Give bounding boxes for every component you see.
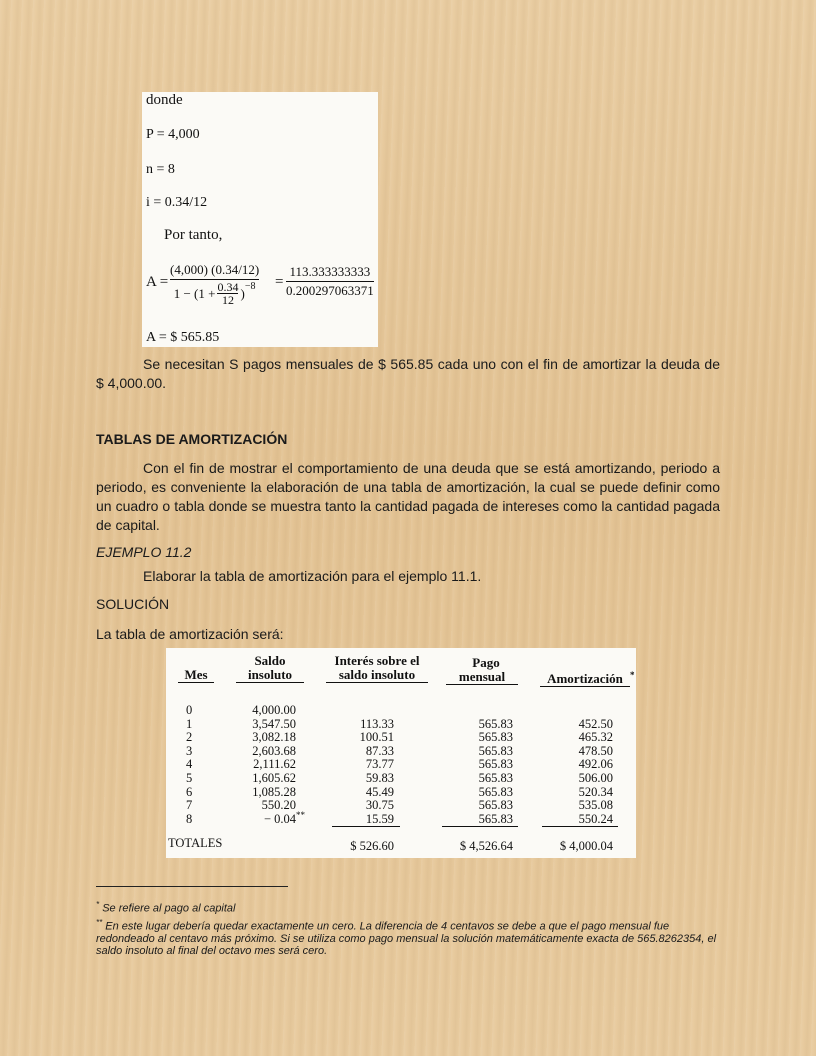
cell-interes: 15.59 [365, 811, 394, 826]
sum-line-pago [442, 826, 518, 827]
cell-pago: 565.83 [478, 798, 513, 813]
paragraph-payments: Se necesitan S pagos mensuales de $ 565.85 cada uno con el fin de amortizar la deuda de $ 4,000.00. [96, 356, 720, 391]
cell-amortizacion: 478.50 [578, 743, 613, 758]
footnote-1 [96, 899, 720, 915]
cell-mes: 8 [186, 811, 193, 826]
por-tanto-label: Por tanto, [164, 227, 223, 243]
cell-saldo: − 0.04 [263, 811, 296, 826]
cell-pago: 565.83 [478, 784, 513, 799]
example-text: Elaborar la tabla de amortización para el ejemplo 11.1. [143, 568, 482, 584]
cell-pago: 565.83 [478, 716, 513, 731]
p-value: P = 4,000 [146, 127, 200, 142]
total-amortizacion: $ 4,000.04 [559, 839, 613, 853]
result-line: A = $ 565.85 [146, 330, 220, 345]
fraction-1-denominator [174, 281, 256, 306]
cell-interes: 59.83 [365, 770, 394, 785]
total-interes: $ 526.60 [350, 839, 394, 853]
cell-interes [336, 704, 394, 718]
inner-denominator: 12 [221, 293, 234, 307]
header-pago-1: Pago [472, 655, 500, 670]
cell-pago [456, 704, 513, 718]
cell-saldo: 4,000.00 [252, 703, 296, 717]
cell-mes: 4 [186, 757, 193, 772]
inner-numerator: 0.34 [217, 280, 239, 294]
sum-line-amortizacion [542, 826, 618, 827]
footnote-2 [96, 917, 720, 957]
column-saldo [228, 704, 296, 826]
paragraph-amortization: Con el fin de mostrar el comportamiento de una deuda que se está amortizando, periodo a periodo, es conveniente la elaboración de una tabla de amortización, la cual se puede definir como un cuadro o tabla donde se muestra tanto la cantidad pagada de intereses como la cantidad pagada de capital. [96, 460, 720, 533]
header-amortizacion [540, 672, 630, 687]
cell-amortizacion: 492.06 [578, 757, 613, 772]
cell-mes: 6 [186, 784, 193, 799]
exponent: −8 [244, 281, 256, 292]
fraction-2-numerator: 113.333333333 [289, 264, 371, 279]
cell-saldo: 3,547.50 [252, 716, 296, 731]
cell-amortizacion [556, 704, 613, 718]
cell-amortizacion: 506.00 [578, 770, 613, 785]
cell-interes: 30.75 [365, 798, 394, 813]
total-pago: $ 4,526.64 [459, 839, 513, 853]
equals-sign: = [275, 274, 284, 290]
cell-mes: 1 [186, 716, 193, 731]
header-amortizacion-mark: * [630, 670, 635, 680]
cell-interes: 73.77 [365, 757, 394, 772]
header-pago-2: mensual [446, 670, 518, 685]
cell-saldo: 2,603.68 [252, 743, 296, 758]
cell-interes: 87.33 [365, 743, 394, 758]
cell-interes: 45.49 [365, 784, 394, 799]
example-label: EJEMPLO 11.2 [96, 544, 192, 560]
cell-mes: 3 [186, 743, 193, 758]
inner-fraction [217, 281, 238, 306]
column-pago [456, 704, 513, 826]
cell-saldo: 550.20 [261, 798, 296, 813]
saldo-mark: ** [296, 810, 305, 820]
footnote-rule [96, 886, 288, 887]
header-mes: Mes [178, 668, 214, 683]
formula-fraction-2 [286, 264, 374, 299]
a-lhs: A = [146, 274, 169, 290]
cell-mes: 5 [186, 770, 193, 785]
cell-mes: 0 [186, 703, 193, 717]
cell-pago: 565.83 [478, 730, 513, 745]
cell-amortizacion: 535.08 [578, 798, 613, 813]
cell-pago: 565.83 [478, 757, 513, 772]
den-part-b: ) [240, 285, 245, 301]
footnote-2-mark: ** [96, 918, 103, 927]
n-value: n = 8 [146, 162, 175, 177]
column-interes [336, 704, 394, 826]
cell-saldo: 1,085.28 [252, 784, 296, 799]
section-title: TABLAS DE AMORTIZACIÓN [96, 431, 288, 447]
cell-pago: 565.83 [478, 811, 513, 826]
cell-saldo: 1,605.62 [252, 770, 296, 785]
cell-interes: 113.33 [360, 716, 394, 731]
footnote-1-mark: * [96, 900, 100, 909]
fraction-1-numerator: (4,000) (0.34/12) [170, 262, 260, 277]
amortization-table [166, 648, 636, 858]
fraction-2-bar [286, 281, 374, 282]
cell-pago: 565.83 [478, 743, 513, 758]
cell-saldo: 2,111.62 [253, 757, 296, 772]
cell-interes: 100.51 [359, 730, 394, 745]
header-interes-1: Interés sobre el [334, 653, 420, 668]
cell-mes: 2 [186, 730, 193, 745]
cell-pago: 565.83 [478, 770, 513, 785]
header-amortizacion-label: Amortización [547, 671, 623, 686]
footnote-2-text: En este lugar debería quedar exactamente un cero. La diferencia de 4 centavos se debe a que el pago mensual fue redondeado al centavo más próximo. Si se utiliza como pago mensual la solución matemáticamente exacta de 565.8262354, el saldo insoluto al final del octavo mes será cero. [96, 920, 717, 957]
footnote-1-text: Se refiere al pago al capital [102, 902, 236, 915]
donde-label: donde [146, 92, 183, 108]
cell-amortizacion: 520.34 [578, 784, 613, 799]
cell-saldo: 3,082.18 [252, 730, 296, 745]
header-saldo-1: Saldo [254, 653, 286, 668]
fraction-1-bar [170, 279, 259, 280]
cell-mes: 7 [186, 798, 193, 813]
sum-line-interes [332, 826, 400, 827]
table-intro: La tabla de amortización será: [96, 626, 284, 642]
column-mes [186, 704, 206, 826]
fraction-2-denominator: 0.200297063371 [286, 283, 374, 298]
i-value: i = 0.34/12 [146, 195, 208, 210]
formula-image [142, 92, 378, 347]
solution-label: SOLUCIÓN [96, 596, 170, 612]
totals-label: TOTALES [168, 836, 223, 850]
den-part-a: 1 − (1 + [173, 285, 216, 301]
formula-fraction-1 [170, 262, 259, 306]
cell-amortizacion: 452.50 [578, 716, 613, 731]
header-interes-2: saldo insoluto [326, 668, 428, 683]
cell-amortizacion: 465.32 [578, 730, 613, 745]
column-amortizacion [556, 704, 613, 826]
cell-amortizacion: 550.24 [578, 811, 613, 826]
header-saldo-2: insoluto [236, 668, 304, 683]
